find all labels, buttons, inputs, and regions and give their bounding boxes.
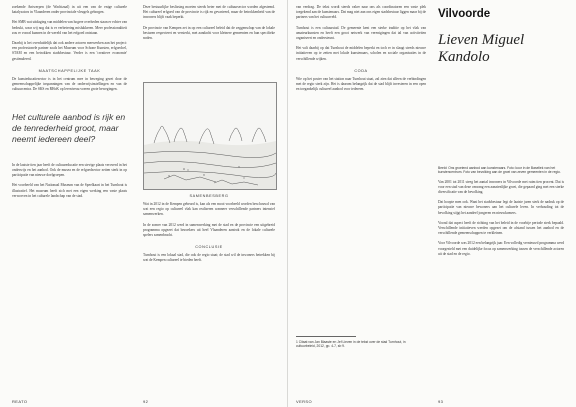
- left-column-1: [12, 5, 127, 393]
- body-paragraph: De provincie van Kempen zet in op een cultureel beleid dat de zeggenschap van de lokale besturen respecteert en versterkt, met aandacht voor kleinere gemeenten en hun specifieke noden.: [143, 25, 275, 41]
- footnote-block: [296, 336, 426, 366]
- footnote: 1 Citaat van Jan Blaaste en Jef Lieven in de tekst over de stad Turnhout, in cultuurbeleid, 2012, pp. 4-7, sb 9.: [296, 340, 406, 349]
- body-paragraph: van verdrag. De tekst wordt steeds vaker naar ons als coordinatoren een vaste plek toegekend aan de kunstenaars. Dat mag niet aan ons eigen stadsbestuur liggen maar bij de partners van het cultuurveld.: [296, 5, 426, 20]
- body-paragraph: Dat hoopte men ook. Want het stadsbestuur legt de laatste jaren sterk de nadruk op de participatie van nieuwe bewoners aan het culturele leven. In verhouding tot de bevolking stijgt het aandeel jongeren en nieuwkomers.: [438, 200, 564, 215]
- body-paragraph: Het voorbeeld van het Nationaal Museum van de Speelkaart in het Turnhout is illustratief. Het museum heeft zich met een eigen werking een vaste plaats verworven in het culturele landschap van de stad.: [12, 183, 127, 198]
- body-paragraph: Turnhout is een cultuurstad. De gemeente kent een sterke traditie op het vlak van amateurkunsten en heeft een groot netwerk van verenigingen dat tal van activiteiten organiseert en ondersteunt.: [296, 25, 426, 41]
- page-number-right: 93: [438, 399, 444, 404]
- right-column-2: [438, 166, 564, 392]
- body-paragraph: Het SMB wat uitdaging van middelen van hogere overheden staan er echter van bedrukt, waar wij nog dat is er verbetering mislukkeren. Meer professionaliteit zou er vooral kunnen in de wereld van het erfgoed ontstaan.: [12, 20, 127, 35]
- body-paragraph: Voor Vilvoorde was 2012 een belangrijk jaar. Een volledig vernieuwd programma werd voorgesteld met een duidelijke focus op samenwerking tussen de verschillende actoren uit de stad en de regio.: [438, 241, 564, 256]
- section-heading: CONCLUSIE: [195, 245, 223, 250]
- right-column-1: [296, 5, 426, 393]
- section-heading: SAMENBESBERG: [189, 194, 229, 198]
- body-paragraph: Deze bestuurlijke beslissing moeten steeds beter met de cultuursector worden afgestemd. Het cultureel erfgoed van de provincie is rijk en gevarieerd, maar de betrokkenheid van de inwoners blijft vaak beperkt.: [143, 5, 275, 20]
- body-paragraph: zoekende Antwerpen (de Wachtzaal) in uit een van de enige culturele katalysators in Vlaanderen onder provinciale vleugels geborgen.: [12, 5, 127, 15]
- body-paragraph: In de zomer van 2012 werd in samenwerking met de stad en de provincie een uitgebreid programma opgezet dat bezoekers uit heel Vlaanderen aantrok en de lokale culturele spelers samenbracht.: [143, 222, 275, 238]
- left-column-2-lower: [143, 194, 275, 394]
- author-name: Lieven Miguel Kandolo: [438, 32, 525, 65]
- body-paragraph: Van 2001 tot 2011 steeg het aantal inwoners in Vilvoorde met ruim tien procent. Dat is voor een stad van deze omvang een aanzienlijke groei, die gepaard ging met een sterke diversificatie van de bevolking.: [438, 179, 564, 194]
- section-title: Vilvoorde: [438, 8, 491, 20]
- section-heading: MAATSCHAPPELIJKE TAAK: [38, 68, 101, 73]
- chapter-header: [438, 8, 566, 108]
- landscape-photo: [143, 82, 277, 190]
- pull-quote: Het culturele aanbod is rijk en de tenrederheid groot, maar neemt iedereen deel?: [12, 112, 126, 145]
- body-paragraph: Wat in 2012 in de Kempen gebeurd is, kan als een mooi voorbeeld worden beschouwd van wat een regio op cultureel vlak kan realiseren wanneer verschillende partners intensief samenwerken.: [143, 202, 275, 217]
- footnote-rule: [296, 336, 356, 337]
- landscape-illustration: [144, 83, 276, 189]
- section-heading: CODA: [354, 68, 368, 73]
- body-paragraph: Wie op het poster van het station naar Turnhout staat, zal zien dat alleen de verbindingen met de regio sterk zijn. Het is daarom belangrijk dat de stad blijft investeren in een open en toegankelijk cultureel aanbod voor iedereen.: [296, 76, 426, 92]
- folio-label-left: REATO: [12, 399, 28, 404]
- body-paragraph: Vooral dat aspect heeft de richting van het beleid in de voorbije periode sterk bepaald. Verschillende initiatieven werden opgezet om de afstand tussen het aanbod en de verschillende gemeenschappen te verkleinen.: [438, 220, 564, 236]
- image-caption: Beeld: Ons groeiend aanbod aan kunstenaars. Foto: koor in de Baseliek van het kunstencentrum. Foto van bevolking aan de groei van zeven gemeenten in de regio.: [438, 166, 561, 175]
- body-paragraph: In de laatste tien jaar heeft de cultuureducatie een stevige plaats veroverd in het onderwijs en het aanbod. Ook de musea en de erfgoedsector zetten sterk in op participatie van nieuwe doelgroepen.: [12, 162, 127, 178]
- page-number-left: 92: [143, 399, 149, 404]
- body-paragraph: Turnhout is een lokaal stad, die ook de regio staat; de stad wil de inwoners betrekken bij wat de Kempen cultureel te bieden heeft.: [143, 253, 275, 263]
- folio-label-right: VERSO: [296, 399, 313, 404]
- right-page: [288, 0, 576, 407]
- body-paragraph: De kunsteducatiesector is in het centrum mee in beweging gezet door de gemeenschappelijke inspanningen van de onderwijsinstellingen en van de cultuurcentra. De SKS en RHoK op leerniveau voeren grote bewegingen.: [12, 76, 127, 92]
- body-paragraph: Daarbij is het overduidelijk dat ook andere actoren meewerken aan het project: een professionele partner zoals het Museum voor Schone Kunsten, erfgoedcel, STAM en een betrokken stadsbestuur. Verder is een 'creatieve economie' gestimuleerd.: [12, 41, 127, 61]
- body-paragraph: Het valt daarbij op dat Turnhout de middelen beperkt en toch er in slaagt steeds nieuwe initiatieven op te zetten met lokale kunstenaars, scholen en sociale organisaties in de verschillende wijken.: [296, 46, 426, 61]
